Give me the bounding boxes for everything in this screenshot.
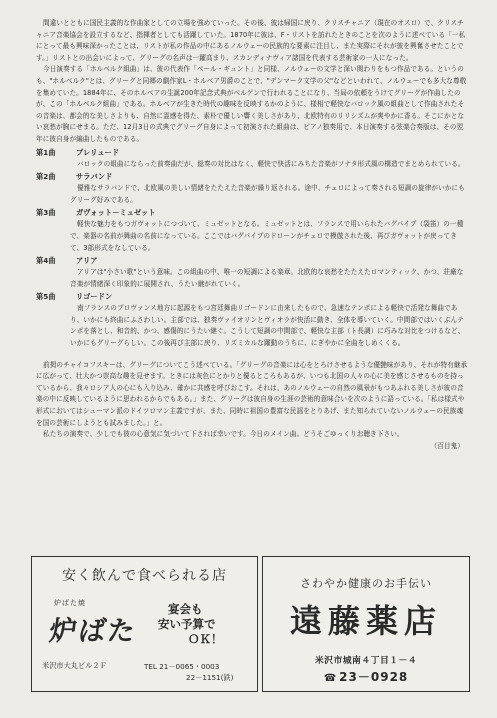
ad-catchphrase — [158, 602, 223, 647]
movement-number: 第1曲 — [36, 147, 56, 157]
movement-description: アリアは"小さい歌"という意味。この組曲の中、唯一の短調による楽章。北欧的な哀愁をたたえたロマンティック、かつ、荘厳な音楽が情緒深く印象的に展開され、うたい継がれていく。 — [70, 268, 464, 288]
movement-heading — [36, 147, 468, 159]
movement-heading — [36, 207, 468, 219]
closing-paragraph: 前掲のチャイコフスキーは、グリーグについてこう述べている。「グリーグの音楽には心をとろけさせるような優艶味があり、それが特有継承に広がって、壮大かつ崇高な趣を見せます。ときには灰色にとかりと優るところもあるが、いつも北国の人々の心に美を感じさせるものを持っているから、我々ロシア人の心にも入り込み、確かに共感を呼びおこす。それは、あのノルウェーの自然の風景がもつあふれる美しさが彼の音楽の中に反映しているように思われるからでもある。」また、グリーグは彼自身の生涯の芸術的意味合いを次のように語っている。「私は様式や形式においてはシューマン派のドイツロマン主義ですが、また、同時に祖国の豊富な民謡をとりあげ、また知られていないノルウェーの民族魂を国の芸術にしようとも試みました。」と。 — [36, 360, 468, 427]
ad-address: 米沢市大丸ビル２Ｆ — [42, 661, 107, 670]
movement-description: 優雅なサラバンドで、北欧風の美しい情緒をたたえた音楽が繰り返される。途中、チェロによって奏される短調の旋律がいかにもグリーグ好みである。 — [70, 184, 465, 204]
phone-number: 23－0928 — [339, 670, 409, 684]
closing-paragraph: 私たちの演奏で、少しでも彼の心意気に気づいて下されば幸いです。今日のメイン曲。どうそごゆっくりお聴き下さい。 — [43, 430, 404, 439]
phone-icon: ☎ — [323, 673, 338, 684]
ad-telephone — [263, 668, 469, 685]
catch-line: ＯＫ！ — [188, 632, 223, 646]
movement-heading — [36, 291, 468, 303]
ad-tagline: 炉ばた焼 — [54, 599, 86, 607]
movement-description: 軽快な魅力をもつガヴォットにつづいて、ミュゼットとなる。ミュゼットとは、フランスで用いられたバグパイプ（袋笛）の一種で、楽器の名前が舞曲の名前になっている。ここではバグパイプのドローンがチェロで模倣された後、再びガヴォットが戻ってきて、3部形式をなしている。 — [70, 220, 464, 252]
movement-description: 南フランスのプロヴァンス地方に起源をもつ宮廷舞曲リゴードンに由来したもので、急速なテンポによる軽快で活発な舞曲であり、いかにも終曲にふさわしい。主部では、独奏ヴァイオリンとヴィオラが快活に動き、全体を導いていく。中間部ではいくぶんテンポを落とし、和音的、かつ、感傷的にうたい継ぐ。こうして短調の中間部で、軽快な主部（ト長調）に巧みな対比をつけるなど、いかにもグリーグらしい。この後再び主部に戻り、リズミカルな躍動のうちに、にぎやかに全曲をしめくくる。 — [70, 304, 465, 348]
catch-line: 安い予算で — [158, 617, 216, 631]
pharmacy-name: 遠藤薬店 — [289, 602, 442, 640]
movement-number: 第2曲 — [36, 172, 56, 182]
movement-title: リゴードン — [76, 292, 113, 302]
paragraph: 間違いとともに国民主義的な作曲家としての立場を強めていった。その後、彼は帰国に戻り、クリスチャニア（現在のオスロ）で、クリスチャニア音楽協会を設立するなど、指揮者としても活躍していた。1870年に彼は、F・リストを訪れたときのことを次のように述べている「一私にとって最も興味深かったことは、リストが私の作品の中にあるノルウェーの民族的な要素に注目し、また実際にそれが彼を興奮させたことです。」リストとの出会いによって、グリーグの名声は一躍高まり、スカンディナヴィア諸国を代表する芸術家の一人になった。 — [36, 19, 466, 62]
ad-headline: 安く飲んで食べられる店 — [62, 568, 227, 584]
movement-item — [36, 147, 468, 171]
pharmacy-ad — [262, 556, 470, 692]
movement-title: プレリュード — [76, 147, 120, 157]
paragraph: 今日演奏する「ホルベルク組曲」は、彼の代表作「ペール・ギュント」と同様、ノルウェーの文学と深い関わりをもつ作品である。というのも、"ホルベルク"とは、グリーグと同郷の劇作家L・ホルベア男爵のことで、"デンマーク文学の父"などといわれて、ノルウェーでも多大な尊敬を集めていた。1884年に、そのホルベアの生誕200年記念式典がベルゲンで行われることになり、当局の依頼をうけてグリーグが作曲したのが、この「ホルベルク組曲」である。ホルベアが生きた時代の趣味を反映するかのように、様相で軽快なバロック風の組曲として作曲されたその音楽は、都会的な美しさよりも、自然に霊感を得た、素朴で優しい響く美しさがあり、北欧特有のリリシズムが爽やかに香る。そこにかとない哀愁が胸にせまる。ただ、12月3日の式典でグリーグ自身によって初演された組曲は、ピアノ独奏用で、本日演奏する弦楽合奏版は、その翌年に彼自身が編曲したものである。 — [36, 65, 467, 143]
ad-address: 米沢市城南４丁目１－４ — [314, 656, 418, 666]
article-body — [36, 18, 468, 452]
movement-item — [36, 207, 468, 254]
movement-item — [36, 171, 468, 206]
movement-list — [36, 147, 468, 350]
movement-number: 第5曲 — [36, 292, 56, 302]
movement-title: ガヴォット－ミュゼット — [76, 208, 156, 218]
ad-headline: さわやか健康のお手伝い — [300, 577, 432, 590]
movement-title: サラバンド — [76, 172, 113, 182]
robata-restaurant-ad — [31, 556, 258, 692]
movement-heading — [36, 255, 468, 267]
movement-number: 第4曲 — [36, 256, 56, 266]
movement-title: アリア — [76, 256, 98, 266]
author-signature: （百目鬼） — [430, 441, 464, 450]
movement-description: バロックの組曲にならった前奏曲だが、総奏の対比はなく、軽快で快活にみちた音楽がソナタ形式風の構造でまとめられている。 — [77, 159, 465, 168]
catch-line: 宴会も — [168, 602, 203, 616]
movement-number: 第3曲 — [36, 208, 56, 218]
tel-line: 22－1151(鉄) — [186, 673, 234, 682]
movement-item — [36, 291, 468, 349]
ad-telephone — [144, 661, 233, 683]
movement-item — [36, 255, 468, 290]
movement-heading — [36, 171, 468, 183]
tel-line: TEL 21－0065・0003 — [144, 662, 220, 671]
restaurant-logo: 炉ばた — [47, 616, 139, 647]
